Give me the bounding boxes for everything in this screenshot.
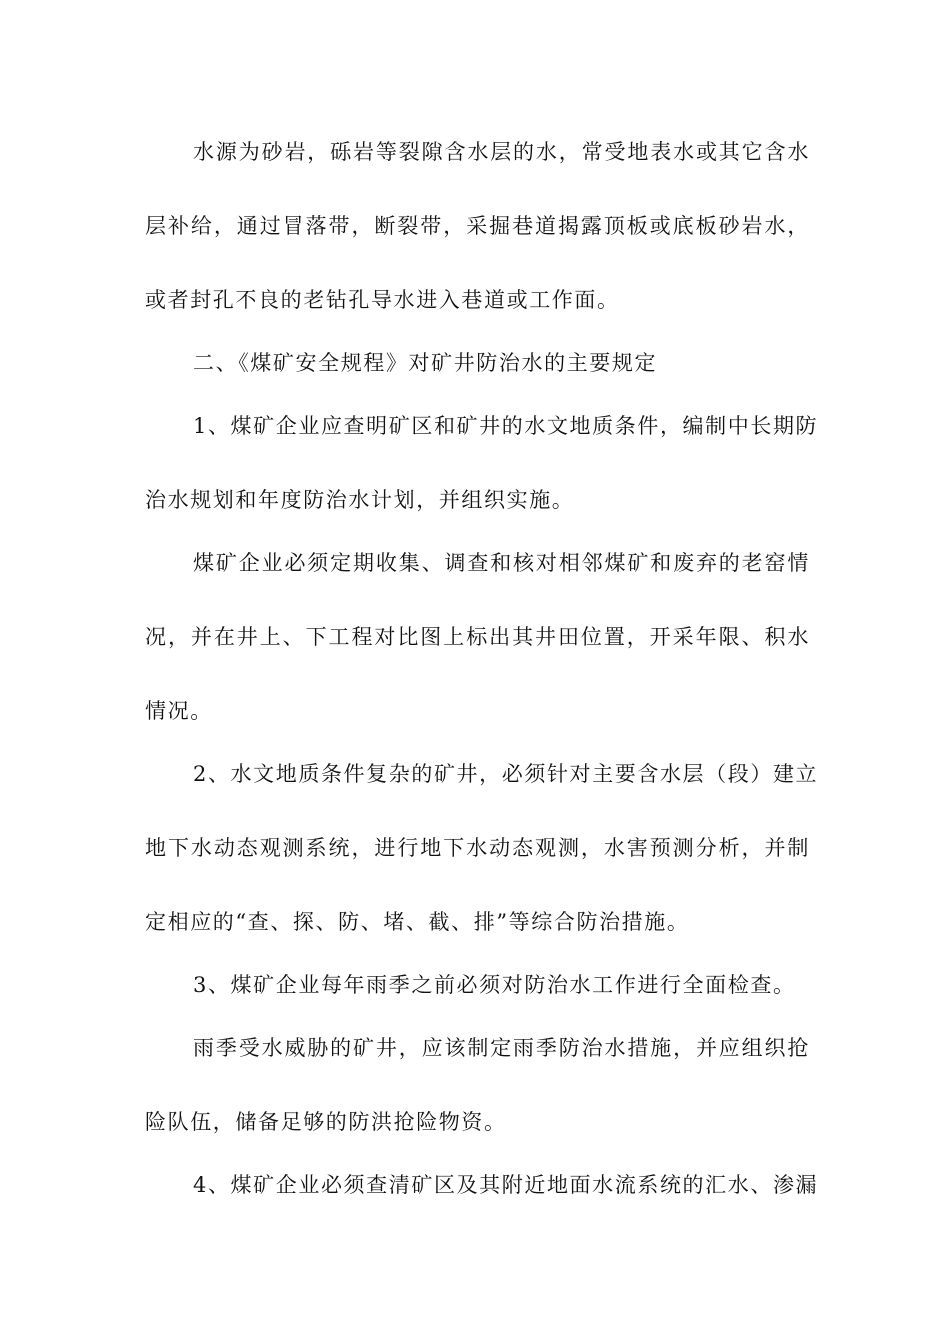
- text-line: 煤矿企业必须定期收集、调查和核对相邻煤矿和废弃的老窑情: [193, 551, 810, 575]
- text-line: 况，并在井上、下工程对比图上标出其井田位置，开采年限、积水: [145, 625, 810, 649]
- text-line: 地下水动态观测系统，进行地下水动态观测，水害预测分析，并制: [145, 836, 810, 860]
- text-line: 定相应的“查、探、防、堵、截、排”等综合防治措施。: [145, 910, 690, 934]
- text-line: 2、水文地质条件复杂的矿井，必须针对主要含水层（段）建立: [193, 762, 819, 786]
- text-line: 4、煤矿企业必须查清矿区及其附近地面水流系统的汇水、渗漏: [193, 1173, 819, 1197]
- text-line: 情况。: [145, 699, 213, 723]
- text-line: 雨季受水威胁的矿井，应该制定雨季防治水措施，并应组织抢: [193, 1036, 810, 1060]
- text-line: 层补给，通过冒落带，断裂带，采掘巷道揭露顶板或底板砂岩水，: [145, 214, 810, 238]
- section-heading: 二、《煤矿安全规程》对矿井防治水的主要规定: [193, 351, 658, 375]
- text-line: 1、煤矿企业应查明矿区和矿井的水文地质条件，编制中长期防: [193, 414, 819, 438]
- text-line: 3、煤矿企业每年雨季之前必须对防治水工作进行全面检查。: [193, 973, 796, 997]
- text-line: 水源为砂岩，砾岩等裂隙含水层的水，常受地表水或其它含水: [193, 140, 810, 164]
- text-line: 险队伍，储备足够的防洪抢险物资。: [145, 1110, 507, 1134]
- text-line: 治水规划和年度防治水计划，并组织实施。: [145, 488, 575, 512]
- text-line: 或者封孔不良的老钻孔导水进入巷道或工作面。: [145, 288, 620, 312]
